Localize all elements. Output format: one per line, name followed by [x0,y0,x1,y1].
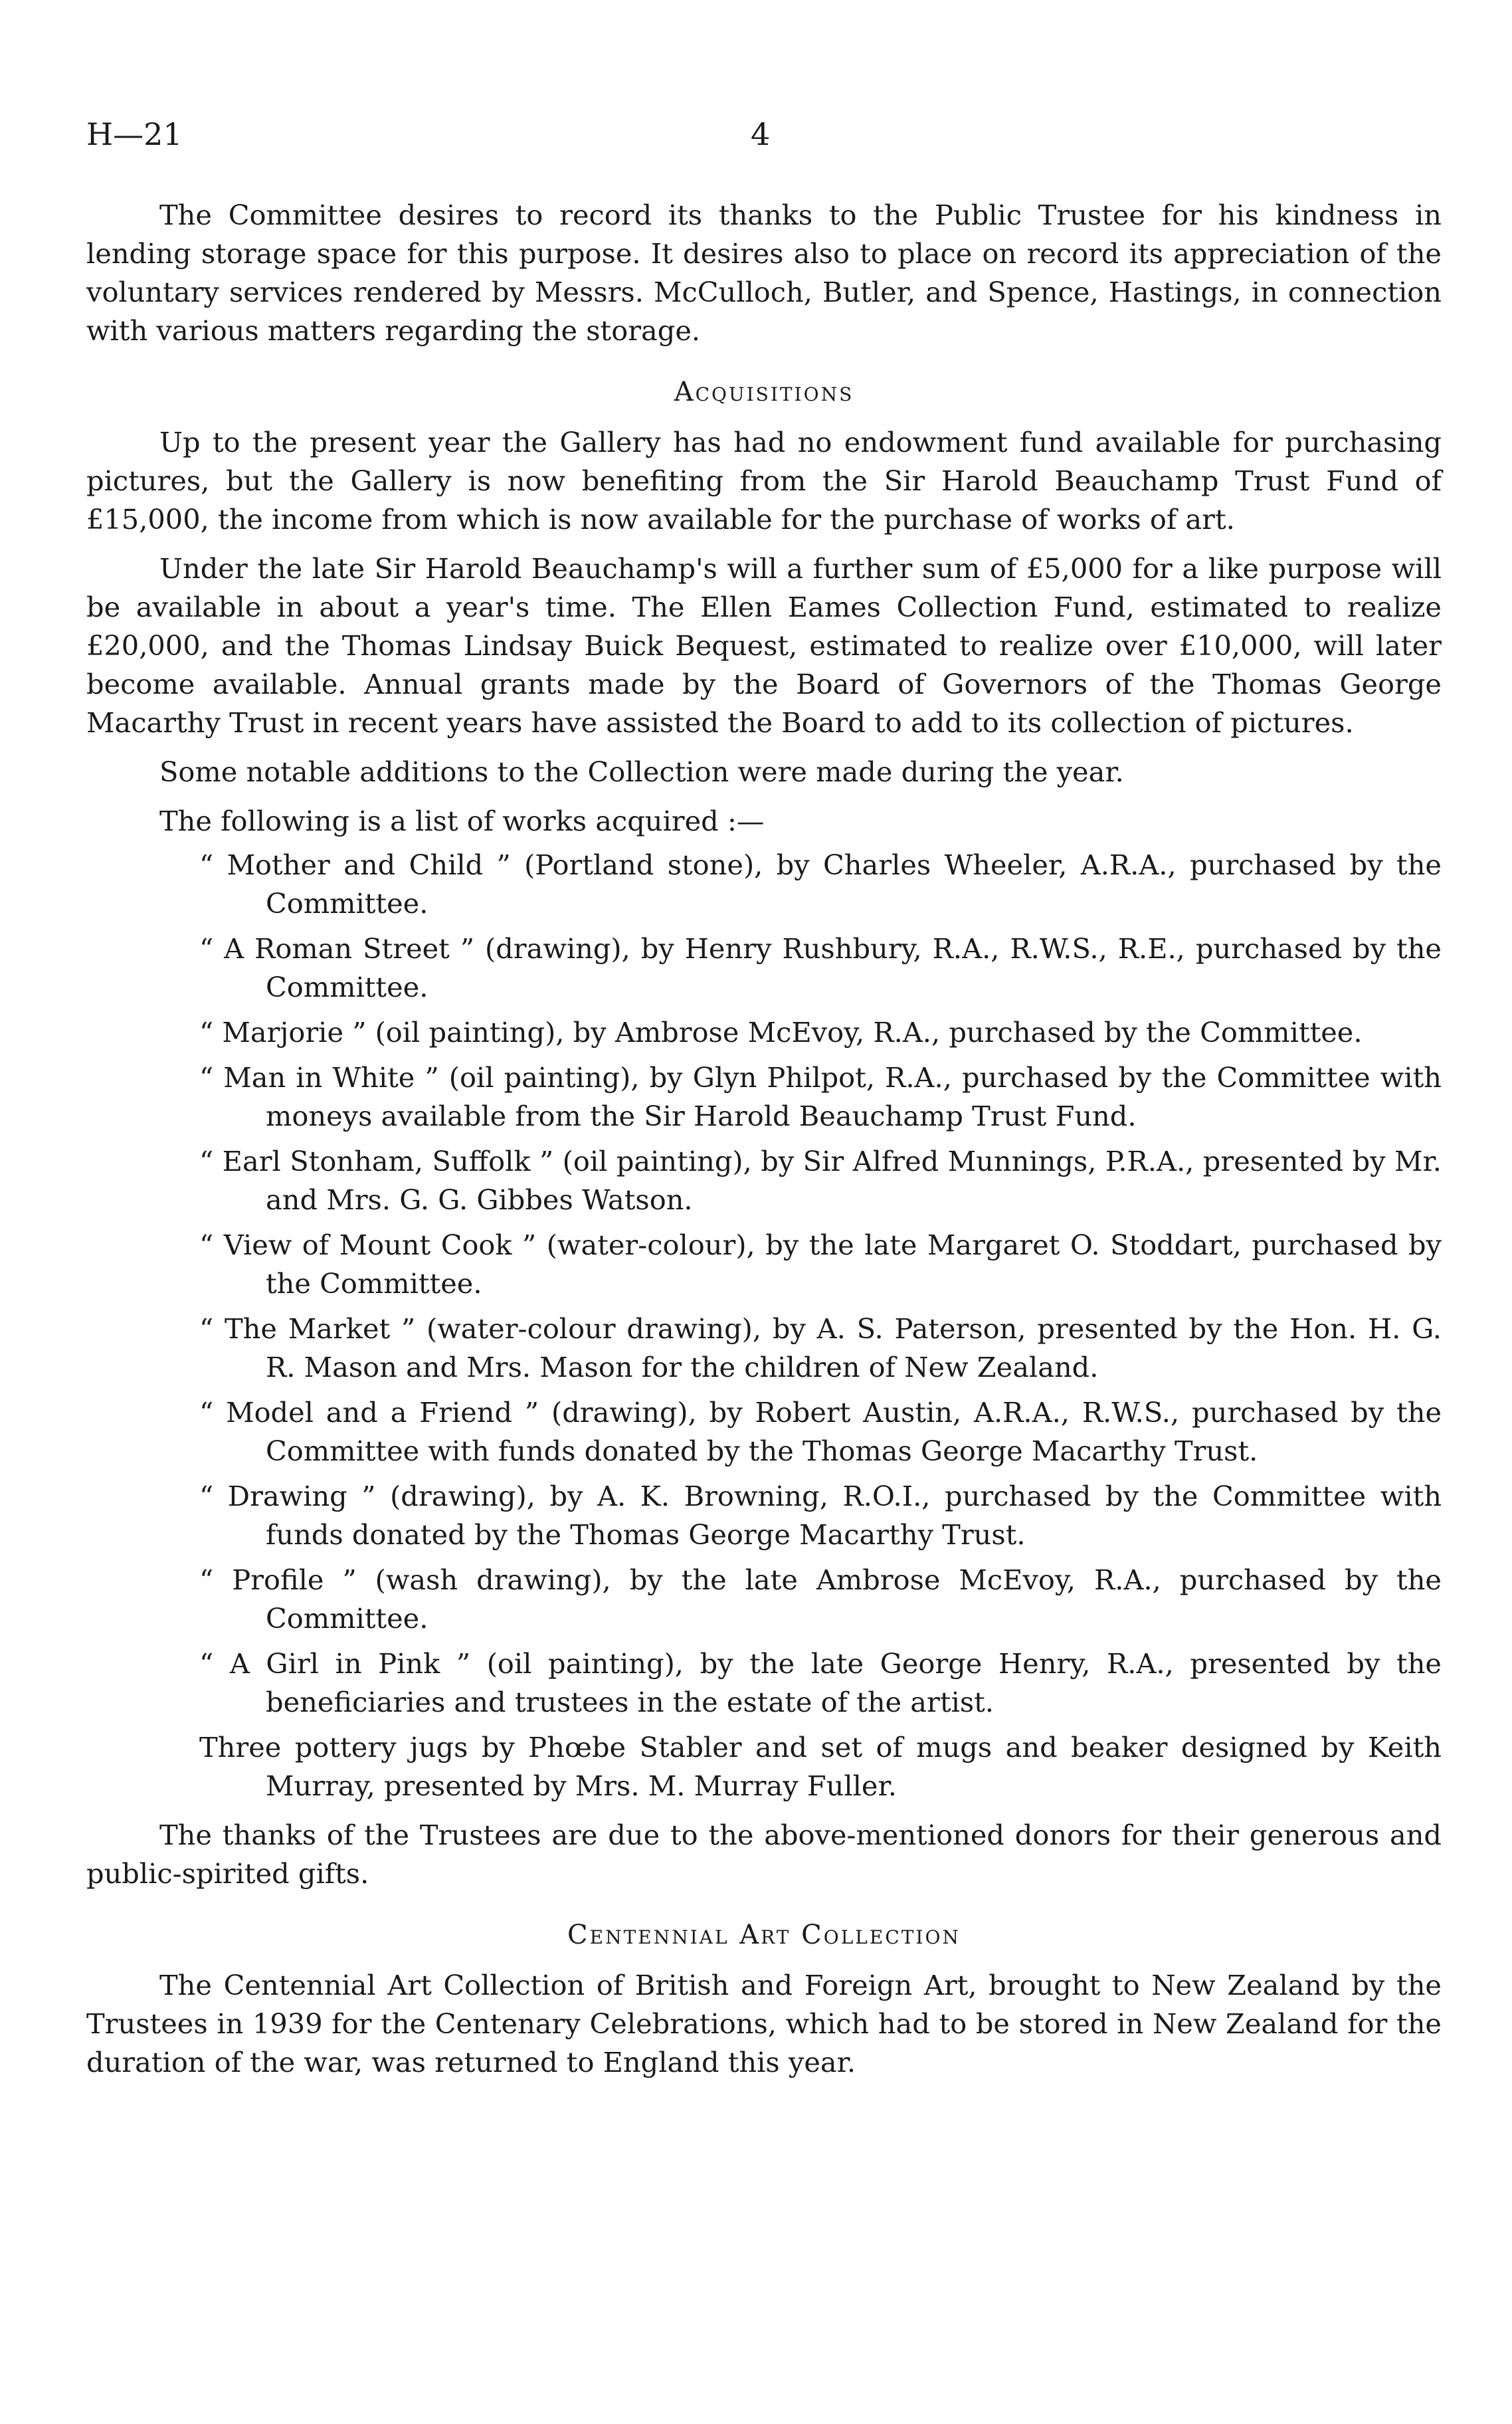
acquisitions-paragraph: The following is a list of works acquired :— [159,805,765,837]
page-number: 4 [751,116,771,152]
list-item: “ A Girl in Pink ” (oil painting), by the late George Henry, R.A., presented by the beneficiaries and trustees in the estate of the artist. [199,1647,1442,1718]
list-item: Three pottery jugs by Phœbe Stabler and set of mugs and beaker designed by Keith Murray, presented by Mrs. M. Murray Fuller. [199,1731,1442,1802]
page-body [86,196,1442,2092]
acquisitions-heading: Acquisitions [674,377,854,407]
list-item: “ Profile ” (wash drawing), by the late Ambrose McEvoy, R.A., purchased by the Committee. [199,1564,1442,1635]
list-item: “ A Roman Street ” (drawing), by Henry Rushbury, R.A., R.W.S., R.E., purchased by the Committee. [199,932,1442,1003]
document-id: H—21 [86,116,183,152]
list-item: “ View of Mount Cook ” (water-colour), by the late Margaret O. Stoddart, purchased by the Committee. [199,1229,1442,1300]
list-item: “ Mother and Child ” (Portland stone), by Charles Wheeler, A.R.A., purchased by the Committee. [199,849,1442,920]
list-item: “ Man in White ” (oil painting), by Glyn Philpot, R.A., purchased by the Committee with moneys available from the Sir Harold Beauchamp Trust Fund. [199,1061,1442,1132]
list-item: “ The Market ” (water-colour drawing), by A. S. Paterson, presented by the Hon. H. G. R. Mason and Mrs. Mason for the children of New Zealand. [199,1312,1442,1383]
list-item: “ Earl Stonham, Suffolk ” (oil painting), by Sir Alfred Munnings, P.R.A., presented by Mr. and Mrs. G. G. Gibbes Watson. [199,1145,1442,1216]
list-item: “ Marjorie ” (oil painting), by Ambrose McEvoy, R.A., purchased by the Committee. [199,1016,1363,1049]
acquisitions-paragraph: Up to the present year the Gallery has had no endowment fund available for purchasing pictures, but the Gallery is now benefiting from the Sir Harold Beauchamp Trust Fund of £15,000, the income from which is now available for the purchase of works of art. [86,426,1442,536]
centennial-heading: Centennial Art Collection [567,1920,961,1950]
page-header [86,116,1435,156]
closing-paragraph: The thanks of the Trustees are due to the above-mentioned donors for their generous and public-spirited gifts. [86,1819,1442,1890]
acquisitions-paragraph: Some notable additions to the Collection were made during the year. [159,756,1124,788]
acquisitions-paragraph: Under the late Sir Harold Beauchamp's will a further sum of £5,000 for a like purpose will be available in about a year's time. The Ellen Eames Collection Fund, estimated to realize £20,000, and the Thomas Lindsay Buick Bequest, estimated to realize over £10,000, will later become available. Annual grants made by the Board of Governors of the Thomas George Macarthy Trust in recent years have assisted the Board to add to its collection of pictures. [86,552,1442,739]
centennial-paragraph: The Centennial Art Collection of British and Foreign Art, brought to New Zealand by the Trustees in 1939 for the Centenary Celebrations, which had to be stored in New Zealand for the duration of the war, was returned to England this year. [86,1969,1442,2078]
works-list [86,846,1442,1805]
list-item: “ Drawing ” (drawing), by A. K. Browning, R.O.I., purchased by the Committee with funds donated by the Thomas George Macarthy Trust. [199,1480,1442,1551]
list-item: “ Model and a Friend ” (drawing), by Robert Austin, A.R.A., R.W.S., purchased by the Committee with funds donated by the Thomas George Macarthy Trust. [199,1396,1442,1467]
intro-paragraph: The Committee desires to record its thanks to the Public Trustee for his kindness in lending storage space for this purpose. It desires also to place on record its appreciation of the voluntary services rendered by Messrs. McCulloch, Butler, and Spence, Hastings, in connection with various matters regarding the storage. [86,199,1442,347]
